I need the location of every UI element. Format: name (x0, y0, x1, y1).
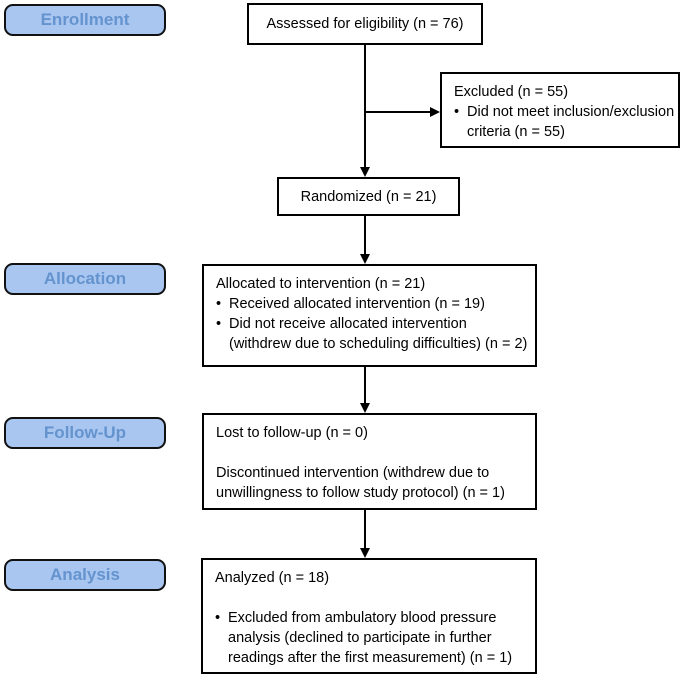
stage-label-allocation: Allocation (4, 263, 166, 295)
box-allocated-to-intervention (202, 264, 537, 367)
stage-label-analysis: Analysis (4, 559, 166, 591)
bullet-icon: • (216, 296, 222, 312)
followup-discontinued-text (216, 463, 533, 503)
analyzed-bullet-line-2: analysis (declined to participate in further (228, 630, 492, 646)
bullet-icon: • (215, 610, 221, 626)
followup-discontinued-line-2: unwillingness to follow study protocol) (n = 1) (216, 485, 505, 501)
allocated-bullet-not-received (216, 314, 533, 354)
blank-line (215, 588, 533, 608)
box-randomized (277, 177, 460, 216)
bullet-icon: • (216, 316, 222, 332)
stage-label-enrollment: Enrollment (4, 4, 166, 36)
box-assessed-for-eligibility (247, 3, 483, 45)
allocated-bullet-not-received-line-1: Did not receive allocated intervention (229, 316, 467, 332)
box-lost-to-follow-up (202, 413, 537, 510)
allocated-bullet-received-line-1: Received allocated intervention (n = 19) (229, 296, 485, 312)
analyzed-bullet-line-1: Excluded from ambulatory blood pressure (228, 610, 497, 626)
allocated-title: Allocated to intervention (n = 21) (216, 276, 426, 292)
box-excluded (440, 72, 680, 148)
analyzed-bullet (215, 608, 533, 668)
analyzed-bullet-text (228, 608, 512, 668)
excluded-title: Excluded (n = 55) (454, 84, 569, 100)
excluded-bullet (454, 102, 676, 142)
allocated-bullet-not-received-text (229, 314, 527, 354)
followup-lost-line: Lost to follow-up (n = 0) (216, 425, 368, 441)
excluded-bullet-line-1: Did not meet inclusion/exclusion (467, 104, 675, 120)
analyzed-bullet-line-3: readings after the first measurement) (n = 1) (228, 650, 513, 666)
box-analyzed (201, 558, 537, 674)
randomized-text: Randomized (n = 21) (300, 188, 437, 205)
allocated-bullet-not-received-line-2: (withdrew due to scheduling difficulties) (n = 2) (229, 336, 528, 352)
blank-line (216, 443, 533, 463)
excluded-bullet-line-2: criteria (n = 55) (467, 124, 565, 140)
allocated-bullet-received-text (229, 294, 485, 314)
analyzed-title: Analyzed (n = 18) (215, 570, 330, 586)
assessed-text: Assessed for eligibility (n = 76) (266, 16, 464, 32)
excluded-bullet-text (467, 102, 674, 142)
stage-label-follow-up: Follow-Up (4, 417, 166, 449)
followup-discontinued-line-1: Discontinued intervention (withdrew due to (216, 465, 490, 481)
bullet-icon: • (454, 104, 460, 120)
allocated-bullet-received (216, 294, 533, 314)
